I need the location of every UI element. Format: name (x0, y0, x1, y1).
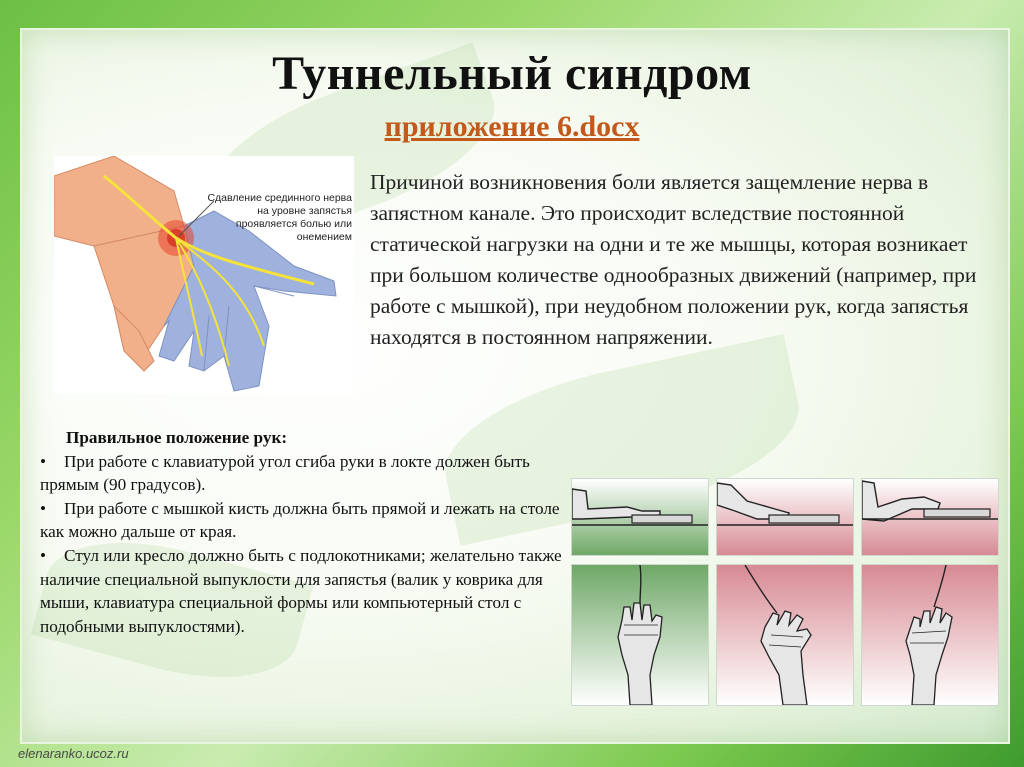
rule-text: При работе с мышкой кисть должна быть прямой и лежать на столе как можно дальше от края. (40, 498, 560, 542)
hand-illustration (54, 156, 354, 394)
correct-position-list (40, 426, 580, 638)
mouse-posture-panel-1 (571, 564, 709, 706)
rules-heading: Правильное положение рук: (66, 428, 288, 447)
posture-illustration-grid (571, 478, 997, 704)
keyboard-posture-panel-2 (716, 478, 854, 556)
cause-paragraph (370, 167, 980, 353)
rule-text: При работе с клавиатурой угол сгиба руки в локте должен быть прямым (90 градусов). (40, 451, 530, 495)
bullet-icon: • (40, 451, 47, 471)
bullet-icon: • (40, 545, 47, 565)
keyboard-arm-icon (572, 479, 708, 555)
keyboard-arm-icon (717, 479, 853, 555)
list-item (40, 544, 580, 638)
list-item (40, 497, 580, 544)
mouse-hand-icon (717, 565, 853, 705)
cause-text: Причиной возникновения боли является защемление нерва в запястном канале. Это происходит вследствие постоянной статической нагрузки на одни и те же мышцы, которая возникает при большом количестве однообразных движений (например, при работе с мышкой), при неудобном положении рук, когда запястья находятся в постоянном напряжении. (370, 170, 977, 349)
mouse-posture-panel-2 (716, 564, 854, 706)
keyboard-posture-panel-3 (861, 478, 999, 556)
mouse-posture-panel-3 (861, 564, 999, 706)
bullet-icon: • (40, 498, 47, 518)
mouse-hand-icon (862, 565, 998, 705)
keyboard-posture-panel-1 (571, 478, 709, 556)
slide-title: Туннельный синдром (272, 47, 752, 100)
list-item (40, 450, 580, 497)
footer-source: elenaranko.ucoz.ru (18, 746, 129, 761)
attachment-link[interactable]: приложение 6.docx (384, 110, 640, 143)
mouse-hand-icon (572, 565, 708, 705)
hand-caption: Сдавление срединного нерва на уровне запястья проявляется болью или онемением (207, 192, 352, 243)
keyboard-arm-icon (862, 479, 998, 555)
rule-text: Стул или кресло должно быть с подлокотниками; желательно также наличие специальной выпуклости для запястья (валик у коврика для мыши, клавиатура специальной формы или компьютерный стол с подобными выпуклостями). (40, 545, 562, 636)
